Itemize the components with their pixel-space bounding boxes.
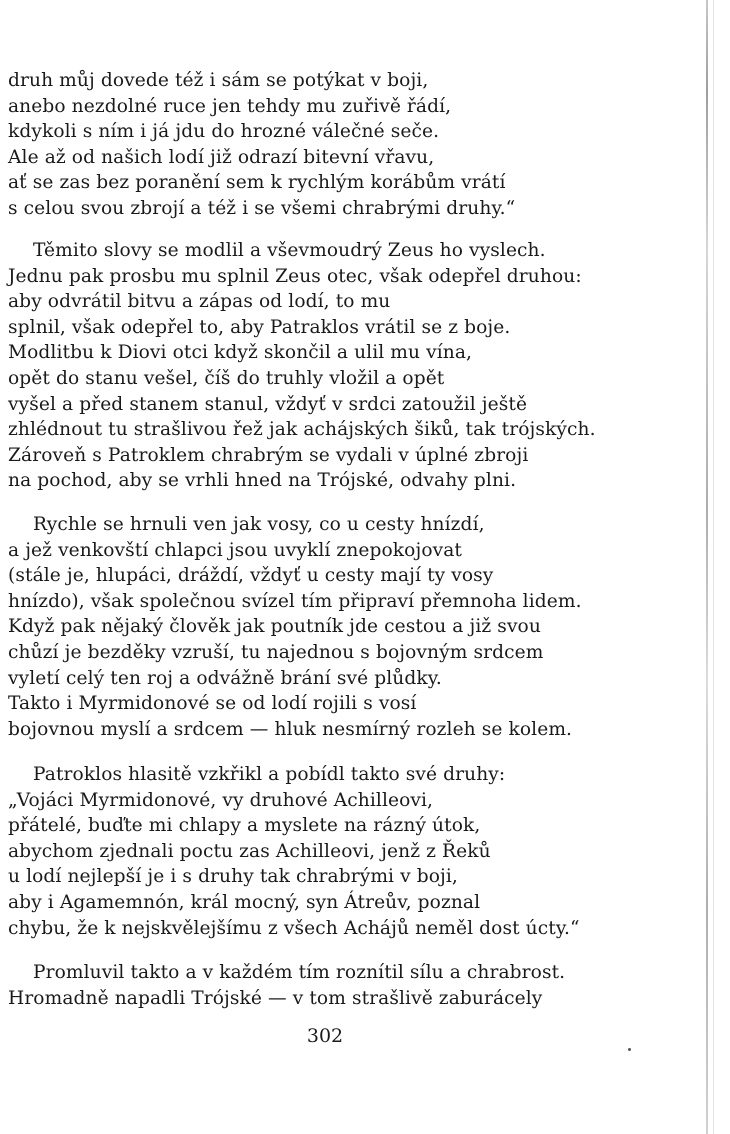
text-line: druh můj dovede též i sám se potýkat v boji, xyxy=(8,70,429,91)
text-line: abychom zjednali poctu zas Achilleovi, jenž z Řeků xyxy=(8,840,491,862)
text-line: Těmito slovy se modlil a vševmoudrý Zeus ho vyslech. xyxy=(33,240,546,261)
text-line: opět do stanu vešel, číš do truhly vložil a opět xyxy=(8,367,445,389)
text-line: ať se zas bez poranění sem k rychlým korábům vrátí xyxy=(8,172,506,194)
paragraph-5 xyxy=(8,960,688,1011)
text-line: splnil, však odepřel to, aby Patraklos vrátil se z boje. xyxy=(8,316,511,338)
page-edge-shadow xyxy=(706,0,708,1134)
paragraph-2 xyxy=(8,238,688,494)
text-line: „Vojáci Myrmidonové, vy druhové Achilleovi, xyxy=(8,789,434,811)
text-line: anebo nezdolné ruce jen tehdy mu zuřivě řádí, xyxy=(8,95,452,117)
text-line: Patroklos hlasitě vzkřikl a pobídl takto své druhy: xyxy=(33,764,506,785)
paragraph-3 xyxy=(8,512,688,742)
text-line: u lodí nejlepší je i s druhy tak chrabrými v boji, xyxy=(8,866,458,888)
paragraph-1 xyxy=(8,68,688,222)
text-line: přátelé, buďte mi chlapy a myslete na rázný útok, xyxy=(8,815,481,837)
text-line: chybu, že k nejskvělejšímu z všech Achájů neměl dost úcty.“ xyxy=(8,917,580,939)
ink-speck xyxy=(628,1048,631,1051)
text-line: vyletí celý ten roj a odvážně brání své plůdky. xyxy=(8,667,442,689)
text-line: s celou svou zbrojí a též i se všemi chrabrými druhy.“ xyxy=(8,197,516,219)
text-line: a jež venkovští chlapci jsou uvyklí znepokojovat xyxy=(8,539,462,561)
text-line: aby odvrátil bitvu a zápas od lodí, to mu xyxy=(8,291,391,313)
text-line: Hromadně napadli Trójské — v tom strašlivě zaburácely xyxy=(8,987,543,1009)
text-line: Promluvil takto a v každém tím roznítil sílu a chrabrost. xyxy=(33,962,566,983)
text-line: kdykoli s ním i já jdu do hrozné válečné seče. xyxy=(8,121,440,143)
text-line: Takto i Myrmidonové se od lodí rojili s vosí xyxy=(8,693,417,715)
text-line: hnízdo), však společnou svízel tím připraví přemnoha lidem. xyxy=(8,590,582,612)
paragraph-4 xyxy=(8,762,688,941)
text-line: Zároveň s Patroklem chrabrým se vydali v úplné zbroji xyxy=(8,444,529,466)
text-line: na pochod, aby se vrhli hned na Trójské, odvahy plni. xyxy=(8,470,517,492)
text-line: zhlédnout tu strašlivou řež jak achájských šiků, tak trójských. xyxy=(8,419,596,441)
text-line: aby i Agamemnón, král mocný, syn Átreův, poznal xyxy=(8,891,481,913)
text-line: bojovnou myslí a srdcem — hluk nesmírný rozleh se kolem. xyxy=(8,718,573,740)
text-line: (stále je, hlupáci, dráždí, vždyť u cesty mají ty vosy xyxy=(8,565,494,587)
text-line: Ale až od našich lodí již odrazí bitevní vřavu, xyxy=(8,146,435,168)
text-line: Modlitbu k Diovi otci když skončil a ulil mu vína, xyxy=(8,342,473,364)
text-line: chůzí je bezděky vzruší, tu najednou s bojovným srdcem xyxy=(8,641,544,663)
text-line: Jednu pak prosbu mu splnil Zeus otec, však odepřel druhou: xyxy=(8,265,582,287)
text-line: Když pak nějaký člověk jak poutník jde cestou a již svou xyxy=(8,616,541,638)
text-line: vyšel a před stanem stanul, vždyť v srdci zatoužil ještě xyxy=(8,393,528,415)
text-line: Rychle se hrnuli ven jak vosy, co u cesty hnízdí, xyxy=(33,514,485,535)
page-number: 302 xyxy=(306,1025,344,1047)
page-edge-line xyxy=(713,0,714,1134)
